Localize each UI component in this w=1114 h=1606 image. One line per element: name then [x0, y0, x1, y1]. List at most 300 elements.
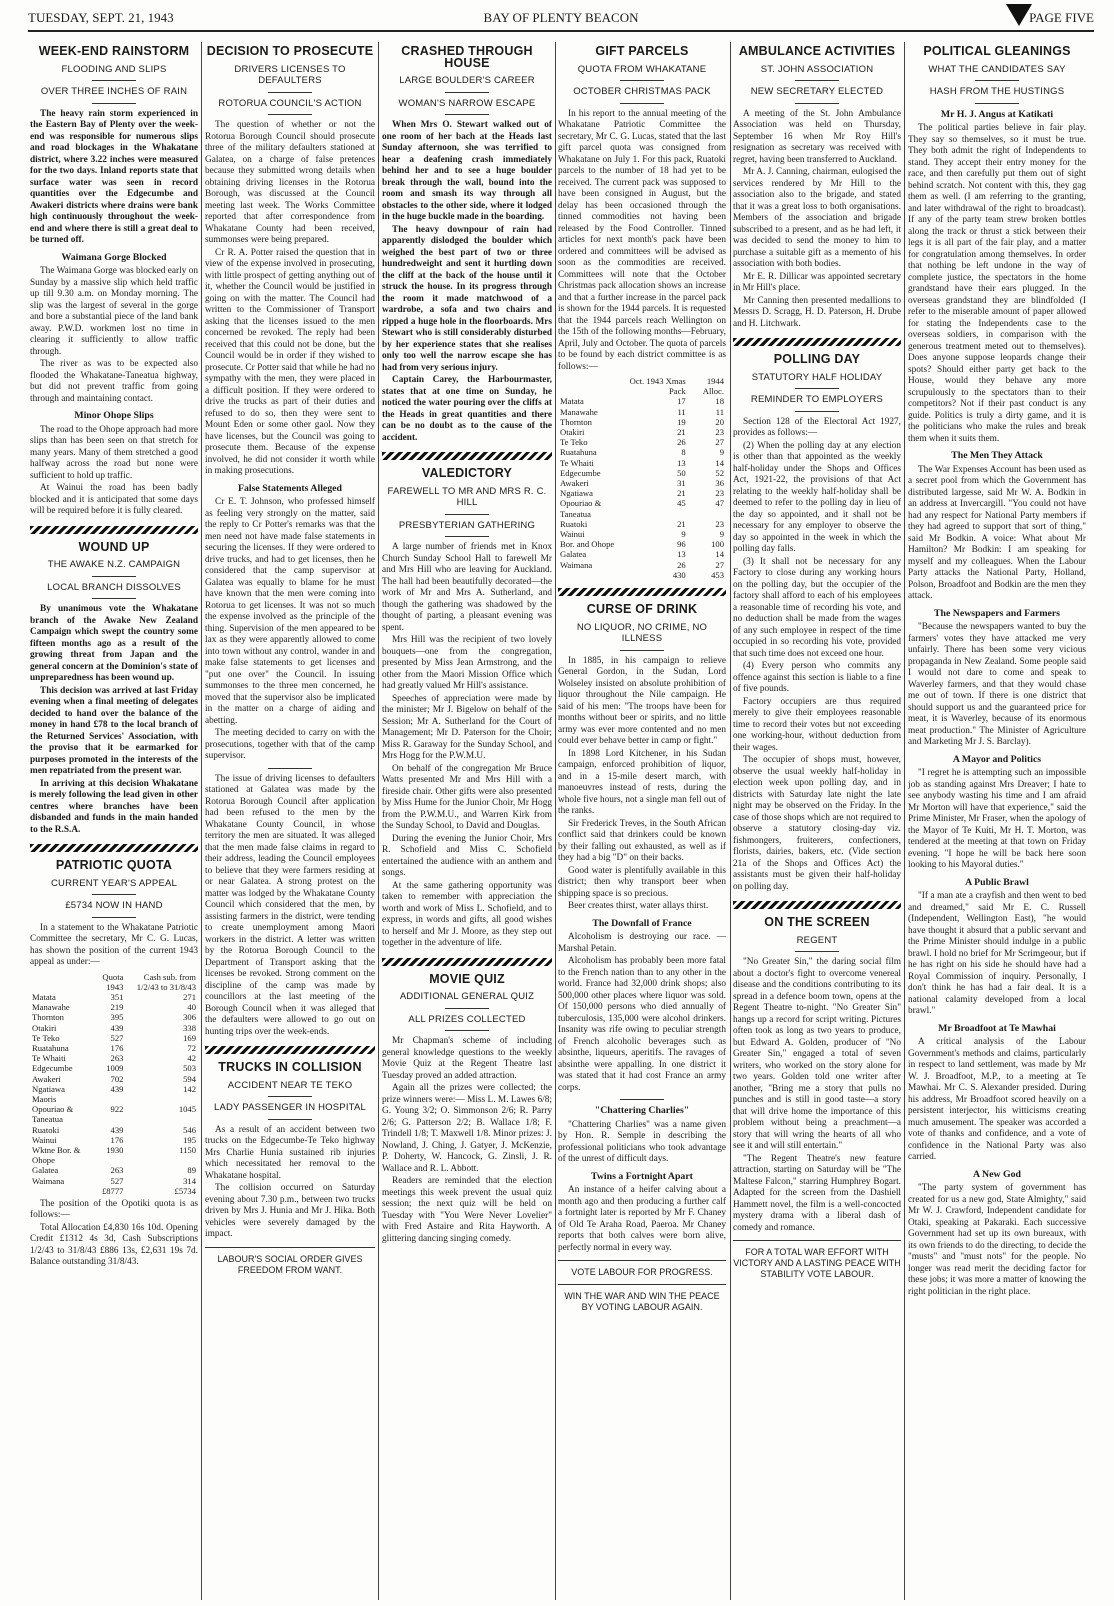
table-row: [558, 529, 726, 539]
article-on-the-screen: [733, 917, 901, 1234]
paragraph: An instance of a heifer calving about a month ago and then producing a further calf a fortnight later is reported by Mr F. Chaney of Old Te Araha Road, Paeroa. Mr Chaney reports that both calves were born alive, perfectly normal in every way.: [558, 1185, 726, 1253]
table-cell: Opouriao & Taneatua: [560, 498, 602, 519]
table-cell: 14: [715, 457, 724, 468]
table-row: [30, 1186, 198, 1196]
paragraph: In arriving at this decision Whakatane is merely following the lead given in other centres where branches have been disbanded and funds in the main handed to the R.S.A.: [30, 778, 198, 835]
section-divider: [733, 901, 901, 909]
paragraph: The heavy downpour of rain had apparently dislodged the boulder which weighed the best part of two or three hundredweight and sent it hurtling down the cliff at the back of the house until it struck the house. In its progress through the room it made matchwood of a wardrobe, a sofa and two chairs and ripped a huge hole in the floorboards. Mrs Stewart who is still considerably disturbed by her experience states that she realises only too well the narrow escape she has had from very serious injury.: [382, 224, 552, 373]
table-cell: 23: [715, 518, 724, 529]
table-cell: 306: [183, 1012, 196, 1023]
table-row: [30, 1012, 198, 1022]
table-cell: 219: [110, 1002, 124, 1013]
subheadline: ADDITIONAL GENERAL QUIZ: [399, 991, 535, 1002]
parcel-quota-table: [558, 376, 726, 580]
divider: [268, 1119, 312, 1120]
lead-paragraph: When Mrs O. Stewart walked out of one room of her bach at the Heads last Sunday afternoon, she was terrified to hear a deafening crash immediately behind her and to see a huge boulder break through the wall, bound into the room and smash its way through all obstacles to the other side, where it lodged in the huge buckle made in the boarding.: [382, 120, 552, 222]
paragraph: In 1885, in his campaign to relieve General Gordon, in the Sudan, Lord Wolseley insisted on absolute prohibition of liquor throughout the Nile campaign. He said of his men: "The troops have been for months without beer or spirits, and no little army was ever more contented and no men could ever behave better in camp or fight.": [558, 655, 726, 747]
table-cell: 18: [715, 396, 724, 407]
divider: [445, 114, 489, 115]
table-row: [558, 458, 726, 468]
table-cell: 9: [719, 447, 724, 458]
table-cell: 42: [187, 1053, 196, 1064]
article-trucks-in-collision: [205, 1062, 375, 1241]
paragraph: Captain Carey, the Harbourmaster, states that at one time on Sunday, he noticed the water pouring over the cliffs at the Heads in great quantities and there can be no doubt as to the cause of the accident.: [382, 375, 552, 443]
paragraph: During the evening the Junior Choir, Mrs R. Schofield and Miss C. Schofield entertained the audience with an anthem and songs.: [382, 833, 552, 878]
paragraph: A large number of friends met in Knox Church Sunday School Hall to farewell Mr and Mrs Hill who are leaving for Auckland. The hall had been beautifully decorated—the work of Mr and Mrs A. Sutherland, and though the gathering was shadowed by the thought of parting, a pleasant evening was spent.: [382, 542, 552, 633]
paragraph: "The party system of government has created for us a new god, State Almighty," said Mr W. J. Crawford, Independent candidate for Otaki, speaking at Pakaraki. Each successive Government had set up its own bureaux, with its own friends to do the directing, to decide the "musts" and "must nots" for the people. No longer was read merit the deciding factor for these jobs; it was more a matter of knowing the right politician in the right place.: [908, 1183, 1086, 1297]
table-cell: 21: [677, 427, 686, 438]
column-divider: [555, 42, 556, 1600]
paragraph: "I regret he is attempting such an impossible job as standing against Mrs Dreaver; I hate to see anybody wasting his time and I am afraid Mr Morton will have that experience," said the Prime Minister, Mr Fraser, when the apology of the Mayor of Te Kuiti, Mr H. T. Morton, was tendered at the meeting at that town on Friday evening. "I hope he will be back here soon looking to his Mayoral duties.": [908, 768, 1086, 870]
table-cell: 11: [677, 406, 686, 417]
table-cell: Ngatiawa Maoris: [32, 1083, 65, 1104]
table-row: [558, 447, 726, 457]
table-row: [558, 519, 726, 529]
headline: CURSE OF DRINK: [586, 602, 698, 617]
table-cell: 395: [110, 1012, 124, 1023]
paragraph: In a statement to the Whakatane Patriotic Committee the secretary, Mr C. G. Lucas, has shown the position of the current 1943 appeal as under:—: [30, 922, 198, 967]
table-cell: 11: [715, 406, 724, 417]
divider: [92, 103, 136, 104]
table-cell: Te Teko: [32, 1032, 60, 1043]
paragraph: A meeting of the St. John Ambulance Association was held on Thursday, September 16 when Mr Roy Hill's resignation as secretary was received with regret, having been transferred to Auckland.: [733, 108, 901, 165]
column-4: [558, 42, 726, 1600]
subheadline: HASH FROM THE HUSTINGS: [929, 86, 1065, 97]
table-row: [30, 1176, 198, 1186]
section-divider: [205, 1046, 375, 1054]
table-row: [30, 1043, 198, 1053]
column-3: [382, 42, 552, 1600]
table-row: [558, 539, 726, 549]
subheadline: LADY PASSENGER IN HOSPITAL: [214, 1102, 366, 1113]
section-heading: A Mayor and Politics: [952, 753, 1042, 765]
table-cell: Ngatiawa: [560, 488, 593, 499]
table-row: [558, 437, 726, 447]
paragraph: The road to the Ohope approach had more slips than has been seen on that stretch for many years. Many of them stretched a good halfway across the road but none were sufficient to hold up traffic.: [30, 424, 198, 481]
divider: [445, 1008, 489, 1009]
subheadline: FAREWELL TO MR AND MRS R. C. HILL: [387, 485, 547, 508]
article-valedictory: [382, 468, 552, 950]
divider: [445, 514, 489, 515]
article-gift-parcels: [558, 46, 726, 580]
table-cell: 26: [677, 559, 686, 570]
section-heading: The Men They Attack: [951, 450, 1043, 461]
table-row: [30, 1033, 198, 1043]
headline: TRUCKS IN COLLISION: [218, 1060, 362, 1074]
table-cell: Manawahe: [32, 1002, 70, 1013]
paragraph: Alcoholism is destroying our race. —Marshal Petain.: [558, 932, 726, 954]
table-row: [558, 396, 726, 406]
paragraph: A critical analysis of the Labour Government's methods and claims, particularly in respect to land settlement, was made by Mr W. J. Broadfoot, M.P., to a meeting at Te Mawhai. Mr C. S. Alexander presided. During his address, Mr Broadfoot scored heavily on a persistent interjector, his witticisms creating much amusement. The speaker was accorded a vote of thanks and confidence, and a vote of confidence in the National Party was also carried.: [908, 1037, 1086, 1162]
table-cell: Ruatahuna: [560, 447, 597, 458]
table-cell: 13: [677, 457, 686, 468]
section-divider: [382, 452, 552, 460]
election-slogan: WIN THE WAR AND WIN THE PEACE BY VOTING LABOUR AGAIN.: [558, 1284, 726, 1313]
table-row: [558, 478, 726, 488]
table-cell: Galatea: [560, 549, 587, 560]
headline: CRASHED THROUGH HOUSE: [401, 44, 533, 70]
column-divider: [201, 42, 202, 1600]
table-row: [30, 1145, 198, 1165]
paragraph: "The Regent Theatre's new feature attraction, starting on Saturday will be "The Maltese Falcon," starring Humphrey Bogart. Adapted for the screen from the Dashiell Hammett novel, the film is a well-concocted mystery drama with a liberal dash of comedy and romance.: [733, 1153, 901, 1233]
table-cell: 26: [677, 437, 686, 448]
paragraph: (4) Every person who commits any offence against this section is liable to a fine of five pounds.: [733, 661, 901, 694]
table-cell: Ruatoki: [32, 1124, 60, 1135]
section-divider: [558, 588, 726, 596]
election-slogan: FOR A TOTAL WAR EFFORT WITH VICTORY AND A LASTING PEACE WITH STABILITY VOTE LABOUR.: [733, 1240, 901, 1280]
table-header: [30, 972, 91, 992]
subheadline: REMINDER TO EMPLOYERS: [750, 394, 884, 405]
table-header: [558, 376, 626, 396]
column-1: [30, 42, 198, 1600]
table-cell: Galatea: [32, 1165, 59, 1176]
subheadline: QUOTA FROM WHAKATANE: [577, 63, 707, 75]
article-movie-quiz: [382, 971, 552, 1246]
article-crashed-through-house: [382, 46, 552, 444]
paragraph: Total Allocation £4,830 16s 10d. Opening Credit £1312 4s 3d, Cash Subscriptions 1/2/43 to 31/8/43 £886 13s, £2,631 19s 7d. Balance outstanding 31/8/43.: [30, 1222, 198, 1268]
paragraph: At Wainui the road has been badly blocked and it is anticipated that some days will be required before it is fully cleared.: [30, 483, 198, 516]
table-cell: Thornton: [560, 416, 592, 427]
table-row: [30, 1002, 198, 1012]
table-cell: Ruatahuna: [32, 1042, 69, 1053]
table-cell: 9: [719, 529, 724, 540]
article-wound-up: [30, 539, 198, 837]
section-divider: [382, 958, 552, 966]
table-cell: 527: [110, 1032, 124, 1043]
table-row: [558, 570, 726, 580]
issue-date: TUESDAY, SEPT. 21, 1943: [28, 10, 174, 25]
table-cell: 1930: [106, 1144, 124, 1155]
table-cell: Manawahe: [560, 406, 598, 417]
headline: POLLING DAY: [773, 352, 861, 366]
divider: [620, 650, 664, 651]
table-cell: Matata: [560, 396, 584, 407]
table-cell: 23: [715, 488, 724, 499]
table-cell: 263: [110, 1165, 124, 1176]
table-cell: Wktne Bor. & Ohope: [32, 1144, 81, 1166]
table-header: Oct. 1943 Xmas Pack: [629, 376, 686, 397]
table-cell: Edgecumbe: [560, 467, 601, 478]
subheadline: CURRENT YEAR'S APPEAL: [50, 877, 178, 889]
article-week-end-rainstorm: [30, 46, 198, 518]
table-cell: 45: [677, 498, 686, 509]
paragraph: Mr Chapman's scheme of including general knowledge questions to the weekly Movie Quiz at the Regent Theatre last Tuesday proved an added attraction.: [382, 1036, 552, 1081]
table-cell: 271: [183, 991, 196, 1002]
table-cell: 439: [110, 1083, 124, 1094]
table-cell: Bor. and Ohope: [560, 539, 615, 550]
paragraph: Sir Frederick Treves, in the South African conflict said that drinkers could be known by their falling out exhausted, as well as if they had a big "D" on their backs.: [558, 818, 726, 864]
headline: DECISION TO PROSECUTE: [206, 44, 374, 58]
table-cell: 1045: [178, 1104, 196, 1115]
table-cell: 9: [681, 529, 686, 540]
paragraph: The political parties believe in fair play. They say so themselves, so it must be true. They both admit the right of Independents to stand. They accept their entry money for the race, and then carefully put them out of sight behind scratch. Not content with this, they gag them as well. (I am referring to the granting, and later withdrawal of the right to broadcast). If any of the party team strew broken bottles along the track or thrust a stick between their legs it is all part of the fair play, and a matter for congratulation among themselves. In order that nothing be left undone in the way of complete justice, the spectators in the home grandstand have their ears plugged. In the overseas grandstand they are blindfolded (I refer to the miserable amount of paper allowed for stating the Independents case to the overseas soldiers, in comparison with the generous treatment meted out to themselves). Does anyone suppose leopards change their spots? Should either party get back to the House, would they behave any more scrupulously to the spectators than to their competitors? Not if their past conduct is any guide. Politics is truly a dirty game, and it is the politicians who make the rules and break them when it suits them.: [908, 123, 1086, 444]
table-cell: 31: [677, 478, 686, 489]
subheadline: PRESBYTERIAN GATHERING: [398, 519, 536, 531]
table-cell: 338: [183, 1022, 196, 1033]
table-row: [558, 468, 726, 478]
table-header: Cash sub. from 1/2/43 to 31/8/43: [136, 971, 196, 992]
table-cell: 263: [110, 1053, 124, 1064]
divider: [975, 80, 1019, 81]
subheadline: LOCAL BRANCH DISSOLVES: [47, 581, 181, 593]
paragraph: The occupier of shops must, however, observe the usual weekly half-holiday in election week upon polling day, and in districts with Saturday late night the late night may be observed on the Friday. In the case of those shops which are not required to observe a statutory closing-day viz. fishmongers, fruiterers, confectioners, florists, dairies, bakers, etc. (Vide section 21a of the Shops and Offices Act) the assistants must be given their half-holiday on polling day.: [733, 755, 901, 892]
paragraph: "Chattering Charlies" was a name given by Hon. R. Semple in describing the professional politicians who took advantage of the unrest of difficult days.: [558, 1119, 726, 1165]
subheadline: NEW SECRETARY ELECTED: [750, 86, 884, 97]
table-cell: 20: [715, 416, 724, 427]
article-decision-to-prosecute: [205, 46, 375, 1038]
table-header: Quota 1943: [102, 971, 124, 992]
parcel-table-body: [558, 396, 726, 580]
section-heading: "Chattering Charlies": [594, 1105, 690, 1117]
quota-table: [30, 972, 198, 1196]
divider: [268, 114, 312, 115]
paragraph: The position of the Opotiki quota is as follows:—: [30, 1198, 198, 1221]
paragraph: Alcoholism has probably been more fatal to the French nation than to any other in the world. France had 32,000 drink shops; also 500,000 other places where liquor was sold. Of 150,000 persons who died annually of tuberculosis, 135,000 were alcohol drinkers. Insanity was rife owing to peculiar strength of French alcoholic beverages such as absinthe, liqueurs, aperitifs. The ravages of absinthe were appalling. In one district it was stated that it had cost France an army corps.: [558, 956, 726, 1093]
table-cell: 89: [187, 1165, 196, 1176]
table-cell: 142: [183, 1083, 196, 1094]
subheadline: DRIVERS LICENSES TO DEFAULTERS: [234, 63, 346, 86]
masthead: [28, 4, 1094, 32]
table-cell: 14: [715, 549, 724, 560]
paragraph: "No Greater Sin," the daring social film about a doctor's fight to overcome venereal disease and the conditions contributing to its spread in a defence boom town, opens at the Regent Theatre to-night. "No Greater Sin" hangs up a record for script writing. Pictures often took as long as two years to produce, but Edward A. Golden, producer of "No Greater Sin," engaged a total of seven writers, who worked on the story alone for two years. Golden told one writer after another, "Bring me a story that pulls no punches and is still in good taste—a story that will drive home the importance of this problem without being a preachment—a story that will wring the hearts of all who see it and will still entertain.": [733, 957, 901, 1151]
paragraph: The War Expenses Account has been used as a secret pool from which the Government has distributed largesse, said Mr W. A. Bodkin in an address at Invercargill. "You could not have had any respect for National Party members if they had agreed to support that sort of thing," said Mr Bodkin. A voice: What about Mr Hamilton? Mr Bodkin: I am speaking for myself and my colleagues. When the Labour Party attacks the National Party, Holland, Polson, Broadfoot and Bodkin are the men they attack.: [908, 464, 1086, 601]
table-cell: 50: [677, 467, 686, 478]
table-row: [558, 427, 726, 437]
table-cell: 439: [110, 1022, 124, 1033]
paragraph: The river as was to be expected also flooded the Whakatane-Taneatua highway, but did not prevent traffic from going through and maintaining contact.: [30, 359, 198, 404]
paragraph: "If a man ate a crayfish and then went to bed and dreamed," said Mr E. C. Russell (Independent, Wellington East), "he would have thought it absurd that a public servant and the Prime Minister should indulge in a public brawl. I hold no brief for Mr Scrimgeour, but if he has right on his side he should have had a Royal Commission of inquiry. Personally, I don't think he has had a fair deal. It is a national calamity developed from a local brawl.": [908, 891, 1086, 1016]
lead-paragraph: The heavy rain storm experienced in the Eastern Bay of Plenty over the week-end was responsible for numerous slips and road blockages in the Whakatane district, where 3.22 inches were measured for the two days. Inland reports state that surface water was seen in record quantities over the Edgecumbe and Awakeri districts where drains were bank high continuously throughout the week-end and where there is still a great deal to be turned off.: [30, 108, 198, 245]
headline: AMBULANCE ACTIVITIES: [738, 44, 896, 58]
table-cell: 351: [110, 991, 124, 1002]
subheadline: REGENT: [796, 934, 838, 946]
section-heading: Minor Ohope Slips: [74, 410, 154, 421]
table-row: [30, 1063, 198, 1073]
subheadline: STATUTORY HALF HOLIDAY: [751, 371, 883, 383]
divider: [268, 768, 312, 769]
table-row: [558, 560, 726, 570]
paragraph: Again all the prizes were collected; the prize winners were:— Miss L. M. Lawes 6/8; G. Young 3/2; O. Simmonson 2/6; R. Parry 2/6; G. Patterson 2/2; B. Wallace 1/8; F. Trindell 1/8; T. Maxwell 1/8. Minor prizes: J. Nowland, J. Ching, J. Gatyer, J. McKenzie, P. Doherty, W. Hancock, G. Zinsli, J. R. Wallace and R. L. Abbott.: [382, 1083, 552, 1174]
table-cell: 195: [183, 1134, 196, 1145]
paragraph: The question of whether or not the Rotorua Borough Council should prosecute three of the military defaulters stationed at Galatea, on a charge of false pretences because they submitted wrong details when obtaining driving licenses in the Rotorua Borough, was discussed at the Council meeting last week. The Works Committee reported that after correspondence from Whakatane County had been received, summonses were being prepared.: [205, 120, 375, 245]
table-cell: Awakeri: [560, 478, 589, 489]
headline: MOVIE QUIZ: [429, 971, 505, 986]
article-curse-of-drink: [558, 604, 726, 1254]
table-cell: £5734: [174, 1185, 196, 1196]
table-cell: £8777: [101, 1185, 124, 1196]
table-cell: 52: [715, 467, 724, 478]
table-cell: 453: [711, 569, 724, 580]
section-heading: A Public Brawl: [965, 876, 1029, 888]
divider: [268, 1096, 312, 1097]
table-cell: 176: [110, 1042, 124, 1053]
headline: WEEK-END RAINSTORM: [38, 44, 190, 58]
table-cell: 527: [110, 1175, 124, 1186]
quota-table-body: [30, 992, 198, 1196]
table-row: [30, 1125, 198, 1135]
table-cell: Waimana: [560, 559, 593, 570]
paragraph: Cr R. A. Potter raised the question that in view of the expense involved in prosecuting, with little prospect of getting anything out of it, whether the Council would be justified in going on with the matter. The Council had written to the Commissioner of Transport asking that the licenses issued to the men concerned be revoked. The reply had been received that this could not be done, but the Council would be in order if they wished to prosecute. Cr Potter said that while he had no sympathy with the men, they were placed in a difficult position. If they were ordered to drive the trucks as part of their duties and refused to do so, then they were sent to Mount Eden or some other gaol. Now they have licenses, but the Council was going to prosecute them. Because of the expense involved, he did not consider it worth while in making prosecutions.: [205, 247, 375, 476]
divider: [975, 103, 1019, 104]
table-cell: 36: [715, 478, 724, 489]
section-heading: Twins a Fortnight Apart: [591, 1170, 693, 1182]
table-cell: 27: [715, 437, 724, 448]
divider: [445, 92, 489, 93]
table-cell: Waimana: [32, 1175, 65, 1186]
election-slogan: VOTE LABOUR FOR PROGRESS.: [558, 1260, 726, 1278]
table-cell: 13: [677, 549, 686, 560]
table-row: [30, 1023, 198, 1033]
divider: [795, 80, 839, 81]
subheadline: OVER THREE INCHES OF RAIN: [40, 86, 188, 97]
table-row: [558, 549, 726, 559]
table-cell: Otakiri: [560, 427, 585, 438]
table-cell: 17: [677, 396, 686, 407]
section-heading: The Downfall of France: [592, 917, 692, 929]
paragraph: Factory occupiers are thus required merely to give their employees reasonable time to record their votes but not exceeding one working-hour, without deduction from their wages.: [733, 696, 901, 753]
section-divider: [30, 526, 198, 534]
paragraph: Readers are reminded that the election meetings this week prevent the usual quiz session; the next quiz will be held on Tuesday with "You Were Never Lovelier" with Fred Astaire and Rita Hayworth. A glittering dancing singing comedy.: [382, 1176, 552, 1244]
table-row: [30, 1084, 198, 1104]
headline: POLITICAL GLEANINGS: [923, 44, 1071, 58]
table-cell: 176: [110, 1134, 124, 1145]
table-cell: 1150: [179, 1144, 196, 1155]
divider: [268, 92, 312, 93]
table-cell: 21: [677, 488, 686, 499]
paragraph: Beer creates thirst, water allays thirst.: [568, 901, 709, 912]
paragraph: (3) It shall not be necessary for any Factory to close during any working hours on the polling day, but the occupier of the factory shall afford to each of his employees a reasonable time of recording his vote, and no deduction shall be made from the wages of any such employee in respect of the time occupied in so recording his vote, provided that such time does not exceed one hour.: [733, 556, 901, 659]
divider: [92, 598, 136, 599]
table-row: [30, 1074, 198, 1084]
table-cell: 702: [110, 1073, 124, 1084]
divider: [795, 951, 839, 952]
paragraph: Speeches of appreciation were made by the minister; Mr J. Bigelow on behalf of the Session; Mr A. Sutherland for the Court of Management; Mr D. Paterson for the Choir; Miss R. Garaway for the Sunday School, and Mrs Hogg for the P.W.M.U.: [382, 693, 552, 761]
table-cell: Te Whaiti: [560, 457, 594, 468]
table-row: [558, 407, 726, 417]
paragraph: Good water is plentifully available in this district; then why transport beer when shipping space is so precious.: [558, 865, 726, 899]
paragraph: In his report to the annual meeting of the Whakatane Patriotic Committee the secretary, Mr C. G. Lucas, stated that the last gift parcel quota was consigned from Whakatane on July 1. For this pack, Ruatoki parcels to the number of 18 had yet to be received. The current pack was supposed to have been consigned in August, but the delay has been occasioned through the tinned commodities not having been released by the Food Controller. Tinned articles for next month's pack have been ordered and committees will be advised as soon as the commodities are received. Committees will note that the October Christmas pack allocation shows an increase and that a further increase in the parcel pack is shown for the 1944 parcels. It is requested that the 1944 parcels reach Wellington on the 15th of the following months—February, April, July and October. The quota of parcels to be found by each district committee is as follows:—: [558, 108, 726, 372]
paragraph: This decision was arrived at last Friday evening when a final meeting of delegates decided to hand over the balance of the money in hand £78 to the local branch of the Returned Services' Association, with the proviso that it be earmarked for purposes promoted in the interests of the men repatriated from the present war.: [30, 685, 198, 776]
table-cell: 439: [110, 1124, 124, 1135]
paragraph: The Waimana Gorge was blocked early on Sunday by a massive slip which held traffic up till 9.30 a.m. on Monday morning. The slip was the largest of several in the gorge and bore a substantial piece of the land bank away. P.W.D. workmen lost no time in clearing it sufficiently to allow traffic through.: [30, 266, 198, 357]
divider: [795, 103, 839, 104]
subheadline: ALL PRIZES COLLECTED: [408, 1013, 526, 1025]
table-cell: 23: [715, 427, 724, 438]
subheadline: ACCIDENT NEAR TE TEKO: [227, 1079, 353, 1091]
table-cell: 96: [677, 539, 686, 550]
section-heading: A New God: [973, 1168, 1021, 1180]
divider: [445, 1030, 489, 1031]
subheadline: WHAT THE CANDIDATES SAY: [928, 63, 1066, 75]
page-corner-marker-icon: [1006, 4, 1032, 26]
paragraph: Mr E. R. Dillicar was appointed secretary in Mr Hill's place.: [733, 271, 901, 293]
column-6: [908, 42, 1086, 1600]
table-row: [30, 1053, 198, 1063]
paragraph: On behalf of the congregation Mr Bruce Watts presented Mr and Mrs Hill with a fireside chair. Other gifts were also presented by Miss Hume for the Junior Choir, Mr Hogg from the P.W.M.U., and Warren Kirk from the Sunday School, to David and Douglas.: [382, 763, 552, 831]
table-cell: Ruatoki: [560, 518, 588, 529]
table-row: [30, 1165, 198, 1175]
election-slogan: LABOUR'S SOCIAL ORDER GIVES FREEDOM FROM WANT.: [205, 1247, 375, 1276]
section-heading: Mr H. J. Angus at Katikati: [940, 108, 1054, 120]
article-polling-day: [733, 354, 901, 893]
paragraph: Mrs Hill was the recipient of two lovely bouquets—one from the congregation, presented by Miss Jean Armstrong, and the other from the Maori Mission Office which had greatly valued Mr Hill's assistance.: [382, 635, 552, 691]
paragraph: The collision occurred on Saturday evening about 7.30 p.m., between two trucks driven by Mrs J. Hunia and Mr J. Hika. Both vehicles were severely damaged by the impact.: [205, 1183, 375, 1239]
subheadline: NO LIQUOR, NO CRIME, NO ILLNESS: [576, 621, 708, 645]
table-cell: 594: [183, 1073, 196, 1084]
section-heading: False Statements Alleged: [238, 482, 342, 494]
table-cell: 503: [183, 1063, 196, 1074]
table-cell: 169: [183, 1032, 196, 1043]
table-cell: Wainui: [560, 529, 585, 540]
headline: PATRIOTIC QUOTA: [55, 858, 173, 872]
table-cell: [30, 1186, 91, 1196]
page-number: PAGE FIVE: [1029, 10, 1094, 25]
divider: [92, 917, 136, 918]
paragraph: Section 128 of the Electoral Act 1927, provides as follows:—: [733, 416, 901, 438]
paragraph: At the same gathering opportunity was taken to remember with appreciation the worth and work of Miss L. Schofield, and to express, in words and gifts, all good wishes to herself and Mr J. Moore, as they step out together in the adventure of life.: [382, 880, 552, 948]
subheadline: LARGE BOULDER'S CAREER: [399, 75, 535, 86]
subheadline: ST. JOHN ASSOCIATION: [760, 63, 874, 75]
subheadline: WOMAN'S NARROW ESCAPE: [398, 97, 536, 109]
section-divider: [733, 338, 901, 346]
headline: ON THE SCREEN: [764, 915, 870, 929]
table-cell: 72: [187, 1042, 196, 1053]
table-cell: 922: [110, 1104, 124, 1115]
divider: [795, 411, 839, 412]
paragraph: The meeting decided to carry on with the prosecutions, together with that of the camp supervisor.: [205, 728, 375, 761]
table-cell: Awakeri: [32, 1073, 61, 1084]
article-ambulance-activities: [733, 46, 901, 330]
paragraph: Mr A. J. Canning, chairman, eulogised the services rendered by Mr Hill to the association also to the brigade, and stated that it was a great loss to both organisations. Members of the association and brigade subscribed to a present, and as he had left, it was decided to send the money to him to purchase a suitable gift as a memento of his association with both bodies.: [733, 167, 901, 269]
column-divider: [904, 42, 905, 1600]
table-cell: Matata: [32, 991, 56, 1002]
table-cell: 21: [677, 518, 686, 529]
table-row: [30, 1135, 198, 1145]
column-2: [205, 42, 375, 1600]
divider: [795, 388, 839, 389]
table-cell: Thornton: [32, 1012, 64, 1023]
table-cell: Te Teko: [560, 437, 588, 448]
paragraph: In 1898 Lord Kitchener, in his Sudan campaign, enforced prohibition of liquor, and in a 15-mile desert march, with manoeuvres instead of rests, during the whole five hours, not a single man fell out of the ranks.: [558, 748, 726, 817]
subheadline: THE AWAKE N.Z. CAMPAIGN: [47, 559, 181, 570]
subheadline: £5734 NOW IN HAND: [65, 900, 163, 911]
section-divider: [30, 844, 198, 852]
table-cell: 27: [715, 559, 724, 570]
divider: [445, 536, 489, 537]
table-cell: 1009: [106, 1063, 124, 1074]
table-cell: 40: [187, 1002, 196, 1013]
headline: VALEDICTORY: [421, 466, 513, 480]
subheadline: ROTORUA COUNCIL'S ACTION: [218, 97, 362, 109]
lead-paragraph: By unanimous vote the Whakatane branch of the Awake New Zealand Campaign which swept the country some fifteen months ago as a result of the growing threat from Japan and the general concern at the Dominion's state of unpreparedness has been wound up.: [30, 604, 198, 683]
section-heading: Mr Broadfoot at Te Mawhai: [938, 1022, 1056, 1034]
table-cell: 8: [681, 447, 686, 458]
table-cell: Wainui: [32, 1134, 57, 1145]
article-political-gleanings: [908, 46, 1086, 1298]
table-cell: Te Whaiti: [32, 1053, 66, 1064]
headline: WOUND UP: [78, 539, 150, 554]
table-cell: 19: [677, 416, 686, 427]
subheadline: FLOODING AND SLIPS: [61, 63, 167, 75]
divider: [92, 576, 136, 577]
divider: [92, 80, 136, 81]
paragraph: The issue of driving licenses to defaulters stationed at Galatea was made by the Rotorua Borough Council after application had been refused to the men by the Whakatane County Council, in whose territory the men are situated. It was alleged that the men made false claims in regard to their address, leading the Council employees to believe that they were farmers residing at or near Galatea. A strong protest on the matter was lodged by the Whakatane County Council which considered that the men, by assisting farmers in the district, were tending to create unemployment among Maori workers in the district. A letter was written by the Rotorua Borough Council to the Department of Transport asking that the licenses be revoked. Strong comment on the discipline of the camp was made by councillors at the last meeting of the Borough Council when it was alleged that the defaulters were allowed to go out on hunting trips over the week-ends.: [205, 773, 375, 1037]
section-heading: Waimana Gorge Blocked: [61, 251, 167, 263]
newspaper-title: BAY OF PLENTY BEACON: [483, 10, 639, 25]
table-row: [558, 498, 726, 518]
column-5: [733, 42, 901, 1600]
table-cell: 546: [183, 1124, 196, 1135]
